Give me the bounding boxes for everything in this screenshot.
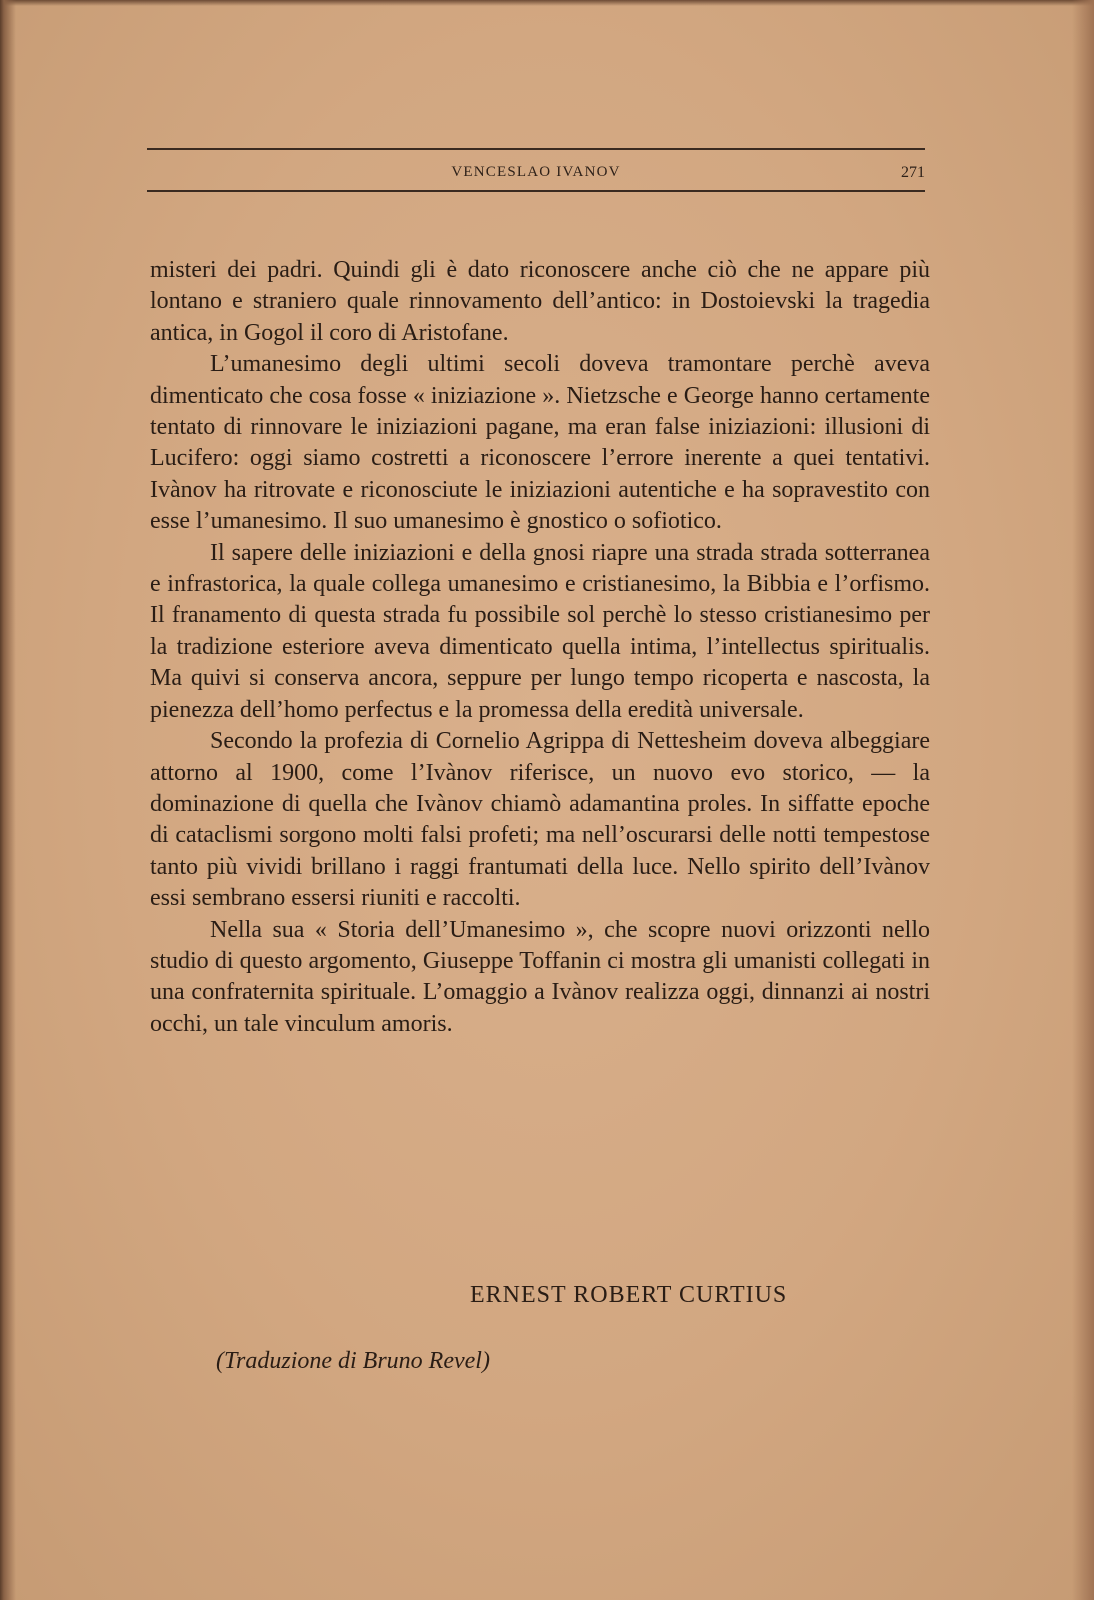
translation-credit: (Traduzione di Bruno Revel)	[216, 1348, 490, 1374]
page-gutter-shadow	[0, 0, 16, 1600]
paragraph: L’umanesimo degli ultimi secoli doveva tramontare perchè aveva dimenticato che cosa fosse « iniziazione ». Nietzsche e George hanno certamente tentato di rinnovare le iniziazioni pagane, ma eran false iniziazioni: illusioni di Lucifero: oggi siamo costretti a riconoscere l’errore inerente a quei tentativi. Ivànov ha ritrovate e riconosciute le iniziazioni autentiche e ha sopravestito con esse l’umanesimo. Il suo umanesimo è gnostico o sofiotico.	[150, 351, 930, 535]
paragraph: Il sapere delle iniziazioni e della gnosi riapre una strada strada sotterranea e infrastorica, la quale collega umanesimo e cristianesimo, la Bibbia e l’orfismo. Il franamento di questa strada fu possibile sol perchè lo stesso cristianesimo per la tradizione esteriore aveva dimenticato quella intima, l’intellectus spiritualis. Ma quivi si conserva ancora, seppure per lungo tempo ricoperta e nascosta, la pienezza dell’homo perfectus e la promessa della eredità universale.	[150, 539, 930, 723]
page-top-edge	[0, 0, 1094, 6]
page-number: 271	[901, 164, 925, 181]
page-right-edge	[1072, 0, 1094, 1600]
header-rule-top	[147, 148, 925, 150]
running-head	[147, 164, 925, 186]
paragraph: misteri dei padri. Quindi gli è dato riconoscere anche ciò che ne appare più lontano e straniero quale rinnovamento dell’antico: in Dostoievski la tragedia antica, in Gogol il coro di Aristofane.	[150, 257, 930, 346]
paragraph: Secondo la profezia di Cornelio Agrippa di Nettesheim doveva albeggiare attorno al 1900, come l’Ivànov riferisce, un nuovo evo storico, — la dominazione di quella che Ivànov chiamò adamantina proles. In siffatte epoche di cataclismi sorgono molti falsi profeti; ma nell’oscurarsi delle notti tempestose tanto più vividi brillano i raggi frantumati della luce. Nello spirito dell’Ivànov essi sembrano essersi riuniti e raccolti.	[150, 728, 930, 912]
author-signature: ERNEST ROBERT CURTIUS	[470, 1282, 788, 1308]
paragraph: Nella sua « Storia dell’Umanesimo », che scopre nuovi orizzonti nello studio di questo argomento, Giuseppe Toffanin ci mostra gli umanisti collegati in una confraternita spirituale. L’omaggio a Ivànov realizza oggi, dinnanzi ai nostri occhi, un tale vinculum amoris.	[150, 916, 930, 1037]
header-rule-bottom	[147, 190, 925, 192]
article-body	[150, 255, 930, 1040]
running-title: VENCESLAO IVANOV	[451, 164, 621, 180]
